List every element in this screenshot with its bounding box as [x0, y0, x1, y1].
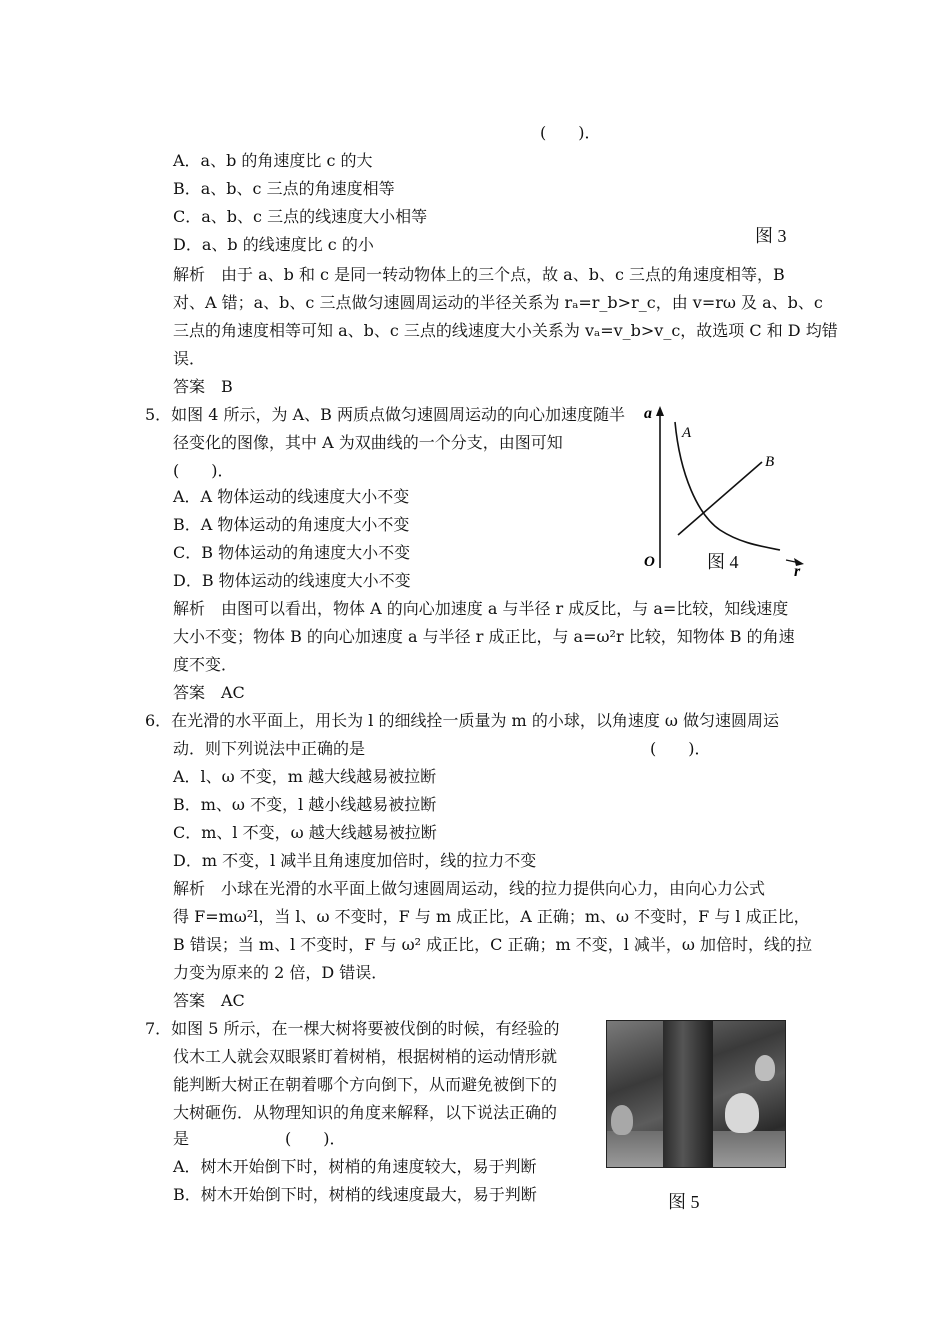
- text-line-q5-d: D．B 物体运动的线速度大小不变: [173, 571, 411, 590]
- text-line-q6-ana2: 得 F=mω²l，当 l、ω 不变时，F 与 m 成正比，A 正确；m、ω 不变时，F 与 l 成正比，: [173, 907, 810, 926]
- text-line-q7-5: 是 ( )．: [173, 1129, 346, 1148]
- text-line-q5-2: 径变化的图像，其中 A 为双曲线的一个分支，由图可知: [173, 433, 563, 452]
- text-line-q4-paren: ( )．: [540, 123, 601, 142]
- text-line-q5-ana1: 解析 由图可以看出，物体 A 的向心加速度 a 与半径 r 成反比，与 a=比较，知线速度: [173, 599, 789, 618]
- text-line-q7-3: 能判断大树正在朝着哪个方向倒下，从而避免被倒下的: [173, 1075, 558, 1094]
- text-line-q4-a: A．a、b 的角速度比 c 的大: [173, 151, 373, 170]
- figure-3-caption: 图 3: [755, 226, 787, 246]
- text-line-q4-ana1: 解析 由于 a、b 和 c 是同一转动物体上的三个点，故 a、b、c 三点的角速度相等，B: [173, 265, 785, 284]
- text-line-q7-a: A．树木开始倒下时，树梢的角速度较大，易于判断: [173, 1157, 537, 1176]
- line-b: [678, 462, 762, 535]
- text-line-q6-ana3: B 错误；当 m、l 不变时，F 与 ω² 成正比，C 正确；m 不变，l 减半，ω 加倍时，线的拉: [173, 935, 813, 954]
- y-axis-arrow: [656, 406, 664, 416]
- text-line-q7-2: 伐木工人就会双眼紧盯着树梢，根据树梢的运动情形就: [173, 1047, 558, 1066]
- text-line-q4-b: B．a、b、c 三点的角速度相等: [173, 179, 395, 198]
- text-line-q4-ana3: 三点的角速度相等可知 a、b、c 三点的线速度大小关系为 vₐ=v_b>v_c，故选项 C 和 D 均错: [173, 321, 838, 340]
- text-line-q5-ana2: 大小不变；物体 B 的向心加速度 a 与半径 r 成正比，与 a=ω²r 比较，知物体 B 的角速: [173, 627, 795, 646]
- text-line-q5-c: C．B 物体运动的角速度大小不变: [173, 543, 411, 562]
- text-line-q6-ana4: 力变为原来的 2 倍，D 错误．: [173, 963, 388, 982]
- text-line-q6-c: C．m、l 不变，ω 越大线越易被拉断: [173, 823, 437, 842]
- text-line-q5-ana3: 度不变．: [173, 655, 238, 674]
- text-line-q5-a: A．A 物体运动的线速度大小不变: [173, 487, 410, 506]
- text-line-q5-b: B．A 物体运动的角速度大小不变: [173, 515, 410, 534]
- x-axis-label: r: [794, 563, 801, 580]
- line-b-label: B: [765, 454, 775, 470]
- figure-5-caption: 图 5: [668, 1192, 700, 1212]
- text-line-q7-1: 7．如图 5 所示，在一棵大树将要被伐倒的时候，有经验的: [145, 1019, 560, 1038]
- text-line-q5-3: ( )．: [173, 461, 234, 480]
- curve-a-label: A: [682, 425, 692, 441]
- text-line-q4-ana2: 对、A 错；a、b、c 三点做匀速圆周运动的半径关系为 rₐ=r_b>r_c，由 v=rω 及 a、b、c: [173, 293, 823, 312]
- text-line-q5-1: 5．如图 4 所示，为 A、B 两质点做匀速圆周运动的向心加速度随半: [145, 405, 626, 424]
- text-line-q4-c: C．a、b、c 三点的线速度大小相等: [173, 207, 428, 226]
- text-line-q7-b: B．树木开始倒下时，树梢的线速度最大，易于判断: [173, 1185, 537, 1204]
- curve-a: [675, 422, 780, 550]
- y-axis-label: a: [644, 405, 652, 422]
- text-line-q5-ans: 答案 AC: [173, 683, 245, 702]
- text-line-q7-4: 大树砸伤．从物理知识的角度来解释，以下说法正确的: [173, 1103, 558, 1122]
- text-line-q6-a: A．l、ω 不变，m 越大线越易被拉断: [173, 767, 437, 786]
- text-line-q4-ana4: 误．: [173, 349, 206, 368]
- text-line-q6-ans: 答案 AC: [173, 991, 245, 1010]
- text-line-q4-d: D．a、b 的线速度比 c 的小: [173, 235, 374, 254]
- text-line-q6-paren: ( )．: [650, 739, 711, 758]
- text-line-q6-b: B．m、ω 不变，l 越小线越易被拉断: [173, 795, 437, 814]
- text-line-q4-ans: 答案 B: [173, 377, 233, 396]
- origin-label: O: [644, 554, 655, 570]
- figure-4-caption: 图 4: [707, 552, 739, 572]
- figure-5-photo: [606, 1020, 786, 1168]
- text-line-q6-ana1: 解析 小球在光滑的水平面上做匀速圆周运动，线的拉力提供向心力，由向心力公式: [173, 879, 766, 898]
- text-line-q6-1: 6．在光滑的水平面上，用长为 l 的细线拴一质量为 m 的小球，以角速度 ω 做匀速圆周运: [145, 711, 780, 730]
- text-line-q6-2: 动．则下列说法中正确的是: [173, 739, 366, 758]
- text-line-q6-d: D．m 不变，l 减半且角速度加倍时，线的拉力不变: [173, 851, 537, 870]
